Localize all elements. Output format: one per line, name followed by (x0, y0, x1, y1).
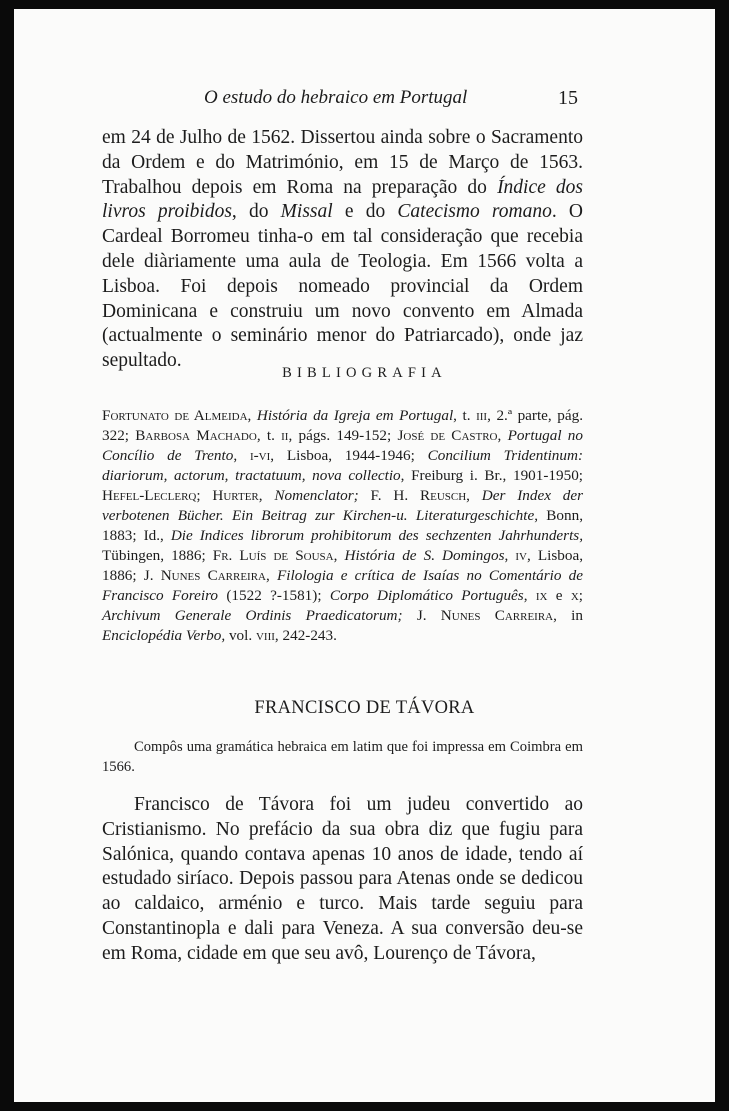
bib-text: ; (578, 587, 584, 604)
bibliography-list (102, 406, 583, 646)
bib-author: Fr. Luís de Sousa (212, 547, 334, 564)
bib-title: Portugal no Concílio de Trento (102, 427, 583, 464)
bib-title: Filologia e crítica de Isaías no Comentário de Francisco Foreiro (102, 567, 584, 604)
bib-title: Archivum Generale Ordinis Praedicatorum; (102, 607, 403, 624)
bib-author: Hefel-Leclerq (102, 487, 197, 504)
bib-text: , Freiburg i. Br., 1901-1950; (400, 467, 584, 484)
bib-author: viii (255, 627, 275, 644)
page-number: 15 (558, 87, 578, 109)
bib-text: , 242-243. (274, 627, 337, 644)
page-header (14, 87, 715, 115)
bib-title: História da Igreja em Portugal (256, 407, 454, 424)
title-catecismo: Catecismo romano (397, 201, 552, 223)
bib-text: , págs. 149-152; (288, 427, 398, 444)
bib-author: ii (281, 427, 289, 444)
bib-title: História de S. Domingos (344, 547, 505, 564)
title-indice: Índice dos livros proibidos (102, 176, 583, 223)
bib-author: ix (535, 587, 548, 604)
bib-text: ; (196, 487, 213, 504)
section-summary: Compôs uma gramática hebraica em latim que foi impressa em Coimbra em 1566. (102, 739, 583, 775)
bib-text: , Bonn, 1883; Id., (102, 507, 583, 544)
bib-text: (1522 ?-1581); (218, 587, 330, 604)
running-title: O estudo do hebraico em Portugal (204, 87, 468, 108)
bib-text: , (266, 567, 278, 584)
bib-title: Concilium Tridentinum: diariorum, actorum, tractatuum, nova collectio (102, 447, 583, 484)
text-run: em 24 de Julho de 1562. Dissertou ainda sobre o Sacramento da Ordem e do Matrimónio, em 15 de Março de 1563. Trabalhou depois em Roma na preparação do (102, 127, 583, 198)
bib-text: Tübingen, 1886; (102, 547, 213, 564)
bib-text: , (233, 447, 250, 464)
bib-text: F. H. (358, 487, 420, 504)
bib-author: Hurter (212, 487, 259, 504)
bib-text: , in (553, 607, 583, 624)
bib-author: Fortunato de Almeida (102, 407, 248, 424)
bib-author: iii (476, 407, 488, 424)
bib-author: Nunes Carreira (440, 607, 554, 624)
paragraph-intro: Francisco de Távora foi um judeu convertido ao Cristianismo. No prefácio da sua obra diz que fugiu para Salónica, quando contava apenas 10 anos de idade, tendo aí estudado siríaco. Depois passou para Atenas onde se dedicou ao caldaico, arménio e turco. Mais tarde seguiu para Constantinopla e dali para Veneza. A sua conversão deu-se em Roma, cidade em que seu avô, Lourenço de Távora, (102, 794, 583, 964)
bib-text: , (333, 547, 345, 564)
text-run: , do (231, 201, 281, 223)
bib-author: iv (515, 547, 527, 564)
bib-title: Nomenclator; (274, 487, 359, 504)
bib-text: , t. (256, 427, 282, 444)
bib-author: x (570, 587, 579, 604)
bib-text: , t. (453, 407, 477, 424)
book-page (14, 9, 715, 1102)
bib-title: Enciclopédia Verbo, (102, 627, 226, 644)
text-run: e do (332, 201, 398, 223)
bib-text: , (497, 427, 508, 444)
bib-text: J. (402, 607, 441, 624)
bib-text: vol. (225, 627, 256, 644)
bib-author: Barbosa Machado (135, 427, 257, 444)
bibliography-heading: BIBLIOGRAFIA (282, 365, 447, 381)
text-run: . O Cardeal Borromeu tinha-o em tal consideração que recebia dele diàriamente uma aula de Teologia. Em 1566 volta a Lisboa. Foi depois nomeado provincial da Ordem Dominicana e construiu um novo convento em Almada (actualmente o seminário menor do Patriarcado), onde jaz sepultado. (102, 201, 584, 372)
bib-author: José de Castro (397, 427, 498, 444)
paragraph-continuation (102, 126, 583, 374)
bib-text: , Lisboa, 1944-1946; (270, 447, 428, 464)
bib-text: e (547, 587, 571, 604)
bib-text: , 2.ª parte, pág. 322; (102, 407, 583, 444)
bib-author: Nunes Carreira (160, 567, 267, 584)
bib-author: i-vi (249, 447, 271, 464)
bib-text: , (247, 407, 257, 424)
bib-text: , (504, 547, 516, 564)
bib-title: Die Indices librorum prohibitorum des sechzenten Jahrhunderts, (170, 527, 583, 544)
bib-text: , (466, 487, 482, 504)
bib-title: Der Index der verbotenen Bücher. Ein Beitrag zur Kirchen-u. Literaturgeschichte (102, 487, 583, 524)
bib-title: Corpo Diplomático Português (329, 587, 524, 604)
bib-author: Reusch (419, 487, 467, 504)
bib-text: , Lisboa, 1886; J. (102, 547, 583, 584)
bib-text: , (258, 487, 275, 504)
title-missal: Missal (280, 201, 333, 223)
bib-text: , (523, 587, 536, 604)
section-title: FRANCISCO DE TÁVORA (254, 698, 475, 718)
